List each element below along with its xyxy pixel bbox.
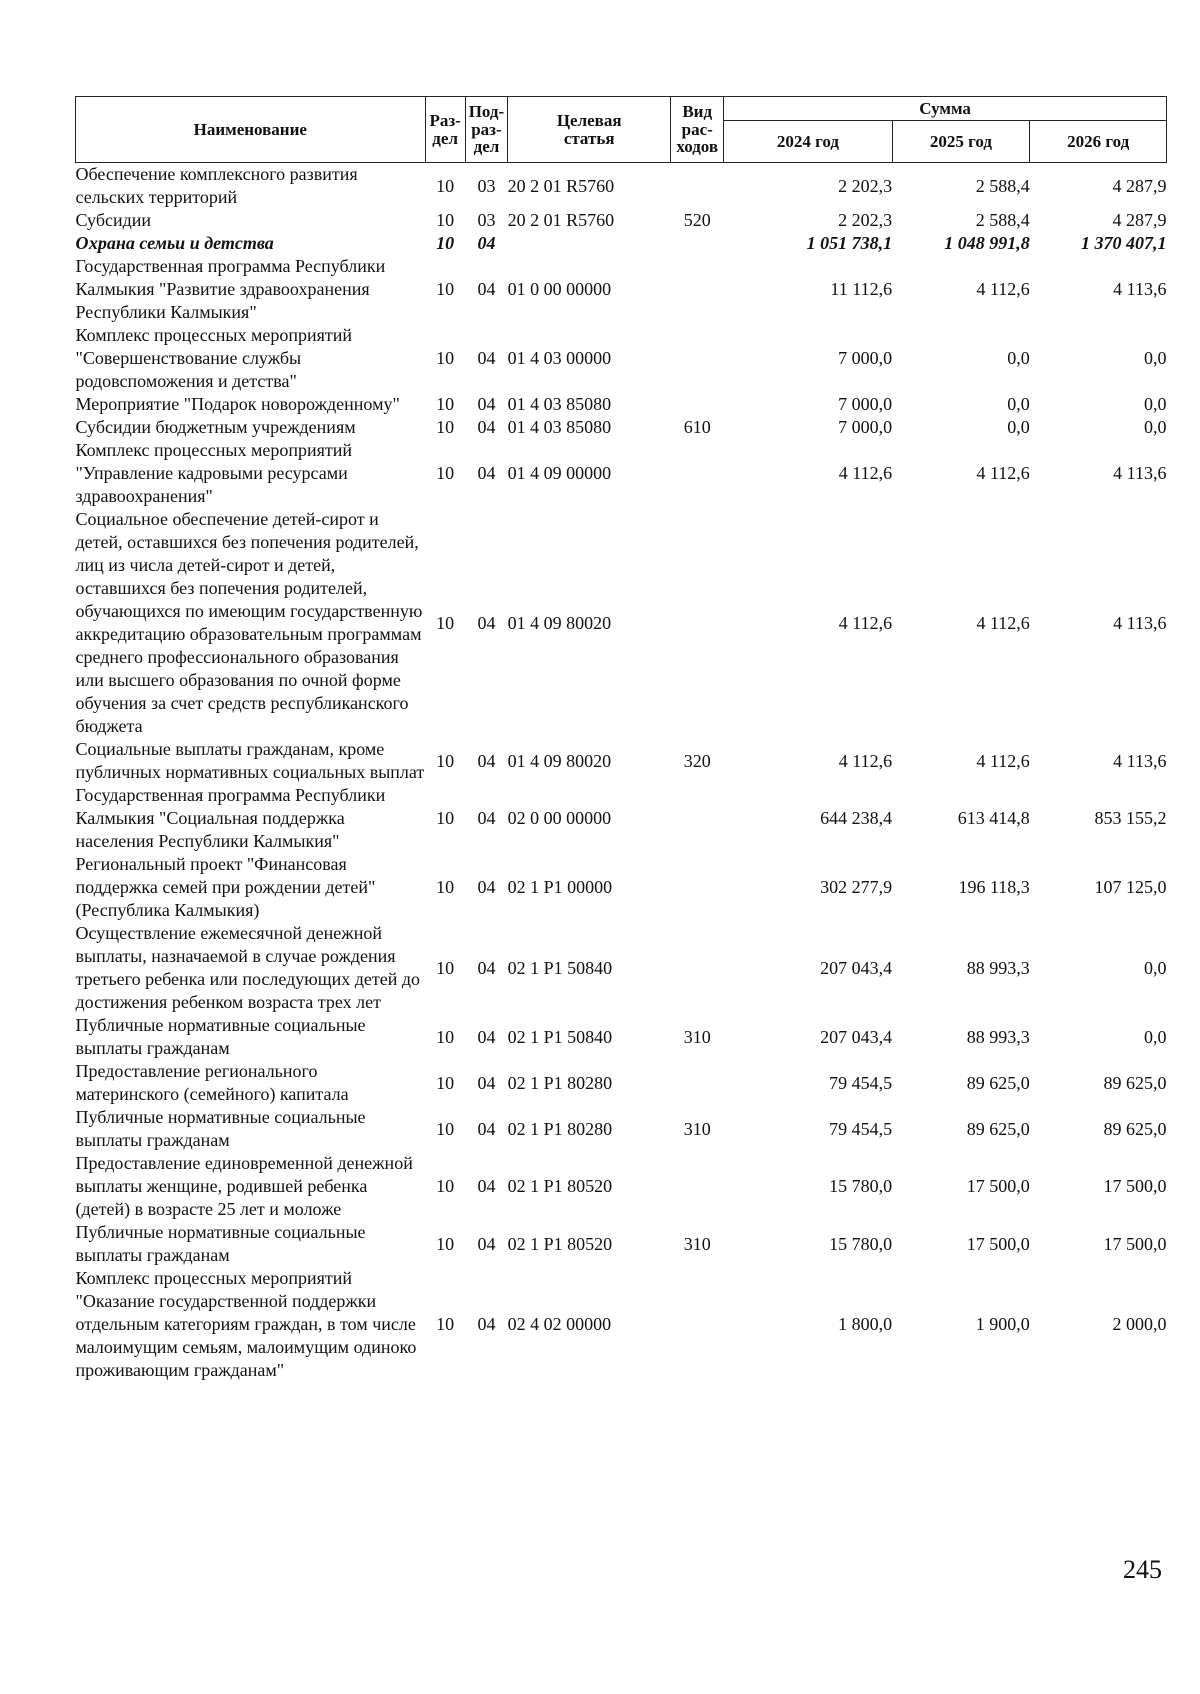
row-sum-2025: 196 118,3 [958, 877, 1030, 897]
header-expense-type: Вид рас- ходов [671, 97, 724, 163]
table-body [76, 163, 1167, 1383]
row-sum-2025: 2 588,4 [975, 175, 1030, 196]
table-row [76, 1152, 1167, 1221]
table-header [76, 97, 1167, 163]
row-target-article: 20 2 01 R5760 [507, 210, 615, 230]
table-row [76, 738, 1167, 784]
table-row [76, 439, 1167, 508]
row-target-article [508, 232, 671, 255]
row-sum-2026: 4 113,6 [1113, 279, 1167, 299]
row-target-article: 01 4 09 80020 [507, 612, 612, 633]
row-sum-2025: 89 625,0 [966, 1118, 1030, 1139]
header-sum: Сумма [724, 97, 1167, 121]
table-row [76, 393, 1167, 416]
row-expense-type [671, 324, 724, 393]
row-podrazdel: 03 [477, 175, 496, 196]
row-podrazdel: 04 [477, 612, 496, 633]
row-razdel: 10 [436, 348, 455, 368]
row-sum-2025: 4 112,6 [976, 279, 1030, 299]
page-number: 245 [1123, 1555, 1162, 1584]
row-sum-2025: 1 900,0 [975, 1314, 1030, 1334]
row-sum-2025: 89 625,0 [966, 1072, 1030, 1093]
row-razdel: 10 [436, 750, 455, 771]
row-razdel: 10 [436, 1176, 455, 1196]
row-sum-2026: 0,0 [1144, 957, 1167, 978]
row-expense-type [671, 1152, 724, 1221]
row-name: Предоставление единовременной денежной выплаты женщине, родившей ребенка (детей) в возрасте 25 лет и моложе [75, 1153, 413, 1219]
row-podrazdel: 04 [477, 1233, 496, 1254]
row-target-article: 02 1 Р1 80520 [507, 1176, 613, 1196]
row-expense-type: 320 [683, 750, 711, 771]
row-sum-2026: 1 370 407,1 [1081, 233, 1167, 253]
row-name: Субсидии [75, 210, 152, 230]
row-name: Осуществление ежемесячной денежной выплаты, назначаемой в случае рождения третьего ребенка или последующих детей до достижения ребенком возраста трех лет [75, 923, 421, 1012]
row-sum-2026: 4 113,6 [1113, 750, 1167, 771]
row-sum-2026: 4 113,6 [1113, 612, 1167, 633]
row-sum-2026: 4 113,6 [1113, 463, 1167, 483]
row-sum-2025: 88 993,3 [966, 1026, 1030, 1047]
row-sum-2024: 11 112,6 [830, 279, 893, 299]
row-sum-2025: 613 414,8 [957, 808, 1030, 828]
header-year-2024: 2024 год [724, 121, 892, 163]
table-row [76, 853, 1167, 922]
row-sum-2024: 2 202,3 [838, 175, 893, 196]
row-target-article: 20 2 01 R5760 [507, 175, 615, 196]
table-row [76, 508, 1167, 738]
row-name: Субсидии бюджетным учреждениям [75, 417, 356, 437]
row-sum-2024: 4 112,6 [838, 750, 893, 771]
row-sum-2025: 0,0 [1007, 348, 1030, 368]
row-target-article: 02 1 Р1 50840 [507, 1026, 613, 1047]
row-name: Предоставление регионального материнского (семейного) капитала [75, 1061, 349, 1104]
row-target-article: 02 1 Р1 50840 [507, 957, 613, 978]
row-sum-2026: 17 500,0 [1103, 1233, 1167, 1254]
row-sum-2024: 1 051 738,1 [806, 233, 893, 253]
row-razdel: 10 [436, 279, 455, 299]
row-name: Социальное обеспечение детей-сирот и детей, оставшихся без попечения родителей, лиц из числа детей-сирот и детей, оставшихся без попечения родителей, обучающихся по имеющим государственную аккредитацию образовательным программам среднего профессионального образования или высшего образования по очной форме обучения за счет средств республиканского бюджета [75, 509, 423, 736]
row-sum-2026: 0,0 [1144, 417, 1167, 437]
row-sum-2024: 7 000,0 [838, 348, 893, 368]
header-year-2026: 2026 год [1030, 121, 1167, 163]
row-target-article: 01 0 00 00000 [507, 279, 612, 299]
row-target-article: 02 1 Р1 00000 [507, 877, 613, 897]
row-expense-type: 520 [683, 210, 711, 230]
row-sum-2024: 2 202,3 [838, 210, 893, 230]
row-name: Государственная программа Республики Калмыкия "Развитие здравоохранения Республики Калмыкия" [75, 256, 386, 322]
row-sum-2024: 15 780,0 [829, 1233, 893, 1254]
row-podrazdel: 04 [477, 808, 496, 828]
row-sum-2026: 17 500,0 [1103, 1176, 1167, 1196]
table-row [76, 416, 1167, 439]
row-sum-2024: 207 043,4 [820, 957, 893, 978]
row-sum-2024: 79 454,5 [829, 1072, 893, 1093]
header-podrazdel: Под- раз- дел [465, 97, 507, 163]
row-podrazdel: 04 [477, 233, 496, 253]
table-row [76, 324, 1167, 393]
row-expense-type [671, 393, 724, 416]
row-target-article: 01 4 03 85080 [507, 394, 612, 414]
row-sum-2026: 2 000,0 [1112, 1314, 1167, 1334]
row-name: Комплекс процессных мероприятий "Управление кадровыми ресурсами здравоохранения" [75, 440, 353, 506]
row-sum-2024: 644 238,4 [820, 808, 893, 828]
row-sum-2024: 207 043,4 [820, 1026, 893, 1047]
row-podrazdel: 04 [477, 1072, 496, 1093]
row-target-article: 02 1 Р1 80280 [507, 1118, 613, 1139]
row-expense-type: 310 [683, 1026, 711, 1047]
table-row [76, 163, 1167, 210]
table-row [76, 1267, 1167, 1382]
row-expense-type [671, 508, 724, 738]
row-expense-type [671, 439, 724, 508]
row-name: Региональный проект "Финансовая поддержка семей при рождении детей" (Республика Калмыкия) [75, 854, 376, 920]
row-razdel: 10 [436, 877, 455, 897]
row-expense-type [671, 163, 724, 210]
table-row [76, 209, 1167, 232]
row-expense-type [671, 232, 724, 255]
row-podrazdel: 04 [477, 1026, 496, 1047]
row-podrazdel: 03 [477, 210, 496, 230]
row-target-article: 01 4 09 00000 [507, 463, 612, 483]
row-razdel: 10 [436, 1314, 455, 1334]
row-podrazdel: 04 [477, 877, 496, 897]
row-razdel: 10 [436, 233, 455, 253]
row-razdel: 10 [436, 463, 455, 483]
row-podrazdel: 04 [477, 1118, 496, 1139]
header-name: Наименование [76, 97, 426, 163]
row-sum-2025: 17 500,0 [966, 1233, 1030, 1254]
row-sum-2025: 1 048 991,8 [944, 233, 1030, 253]
row-sum-2024: 4 112,6 [838, 463, 893, 483]
row-sum-2025: 4 112,6 [976, 612, 1030, 633]
table-row [76, 1106, 1167, 1152]
row-sum-2026: 4 287,9 [1112, 175, 1167, 196]
row-sum-2026: 0,0 [1144, 1026, 1167, 1047]
row-name: Обеспечение комплексного развития сельских территорий [75, 164, 358, 207]
table-row [76, 1060, 1167, 1106]
row-target-article: 01 4 03 85080 [507, 417, 612, 437]
row-expense-type: 610 [683, 417, 711, 437]
row-name: Мероприятие "Подарок новорожденному" [75, 394, 400, 414]
row-razdel: 10 [436, 394, 455, 414]
row-podrazdel: 04 [477, 957, 496, 978]
row-sum-2024: 15 780,0 [829, 1176, 893, 1196]
row-sum-2025: 0,0 [1007, 417, 1030, 437]
table-row [76, 784, 1167, 853]
row-razdel: 10 [436, 808, 455, 828]
row-name: Комплекс процессных мероприятий "Оказание государственной поддержки отдельным категориям граждан, в том числе малоимущим семьям, малоимущим одиноко проживающим гражданам" [75, 1268, 417, 1380]
row-sum-2025: 17 500,0 [966, 1176, 1030, 1196]
row-name: Комплекс процессных мероприятий "Совершенствование службы родовспоможения и детства" [75, 325, 353, 391]
row-sum-2024: 79 454,5 [829, 1118, 893, 1139]
row-name: Государственная программа Республики Калмыкия "Социальная поддержка населения Республики Калмыкия" [75, 785, 386, 851]
row-expense-type [671, 784, 724, 853]
row-sum-2026: 853 155,2 [1094, 808, 1167, 828]
table-row [76, 232, 1167, 255]
table-row [76, 1221, 1167, 1267]
row-razdel: 10 [436, 210, 455, 230]
row-sum-2026: 0,0 [1144, 348, 1167, 368]
row-target-article: 02 0 00 00000 [507, 808, 612, 828]
row-podrazdel: 04 [477, 279, 496, 299]
row-podrazdel: 04 [477, 750, 496, 771]
row-target-article: 01 4 03 00000 [507, 348, 612, 368]
row-sum-2026: 89 625,0 [1103, 1072, 1167, 1093]
row-razdel: 10 [436, 1233, 455, 1254]
row-sum-2025: 4 112,6 [976, 750, 1030, 771]
budget-table [75, 96, 1167, 1382]
row-expense-type [671, 255, 724, 324]
row-sum-2024: 1 800,0 [838, 1314, 893, 1334]
row-expense-type [671, 1060, 724, 1106]
row-target-article: 02 1 Р1 80520 [507, 1233, 613, 1254]
row-target-article: 02 1 Р1 80280 [507, 1072, 613, 1093]
row-podrazdel: 04 [477, 1314, 496, 1334]
row-podrazdel: 04 [477, 348, 496, 368]
row-sum-2024: 7 000,0 [838, 394, 893, 414]
row-name: Публичные нормативные социальные выплаты гражданам [75, 1107, 366, 1150]
header-target-article: Целевая статья [508, 97, 671, 163]
row-sum-2026: 0,0 [1144, 394, 1167, 414]
row-razdel: 10 [436, 1026, 455, 1047]
row-razdel: 10 [436, 957, 455, 978]
row-razdel: 10 [436, 1118, 455, 1139]
table-row [76, 1014, 1167, 1060]
row-sum-2025: 0,0 [1007, 394, 1030, 414]
row-sum-2025: 4 112,6 [976, 463, 1030, 483]
row-razdel: 10 [436, 612, 455, 633]
row-sum-2026: 89 625,0 [1103, 1118, 1167, 1139]
row-target-article: 02 4 02 00000 [507, 1314, 612, 1334]
row-expense-type [671, 922, 724, 1014]
row-name: Социальные выплаты гражданам, кроме публичных нормативных социальных выплат [75, 739, 425, 782]
row-name: Охрана семьи и детства [75, 233, 274, 253]
row-podrazdel: 04 [477, 417, 496, 437]
row-sum-2024: 302 277,9 [820, 877, 893, 897]
row-podrazdel: 04 [477, 463, 496, 483]
header-year-2025: 2025 год [892, 121, 1030, 163]
row-sum-2025: 2 588,4 [975, 210, 1030, 230]
table-row [76, 255, 1167, 324]
table-row [76, 922, 1167, 1014]
row-expense-type [671, 1267, 724, 1382]
header-razdel: Раз- дел [425, 97, 465, 163]
row-sum-2024: 4 112,6 [838, 612, 893, 633]
row-name: Публичные нормативные социальные выплаты гражданам [75, 1015, 366, 1058]
row-podrazdel: 04 [477, 1176, 496, 1196]
row-podrazdel: 04 [477, 394, 496, 414]
row-name: Публичные нормативные социальные выплаты гражданам [75, 1222, 366, 1265]
row-sum-2026: 107 125,0 [1094, 877, 1167, 897]
row-expense-type: 310 [683, 1233, 711, 1254]
row-razdel: 10 [436, 175, 455, 196]
row-sum-2025: 88 993,3 [966, 957, 1030, 978]
row-razdel: 10 [436, 1072, 455, 1093]
row-expense-type: 310 [683, 1118, 711, 1139]
row-expense-type [671, 853, 724, 922]
row-razdel: 10 [436, 417, 455, 437]
row-sum-2024: 7 000,0 [838, 417, 893, 437]
row-sum-2026: 4 287,9 [1112, 210, 1167, 230]
row-target-article: 01 4 09 80020 [507, 750, 612, 771]
